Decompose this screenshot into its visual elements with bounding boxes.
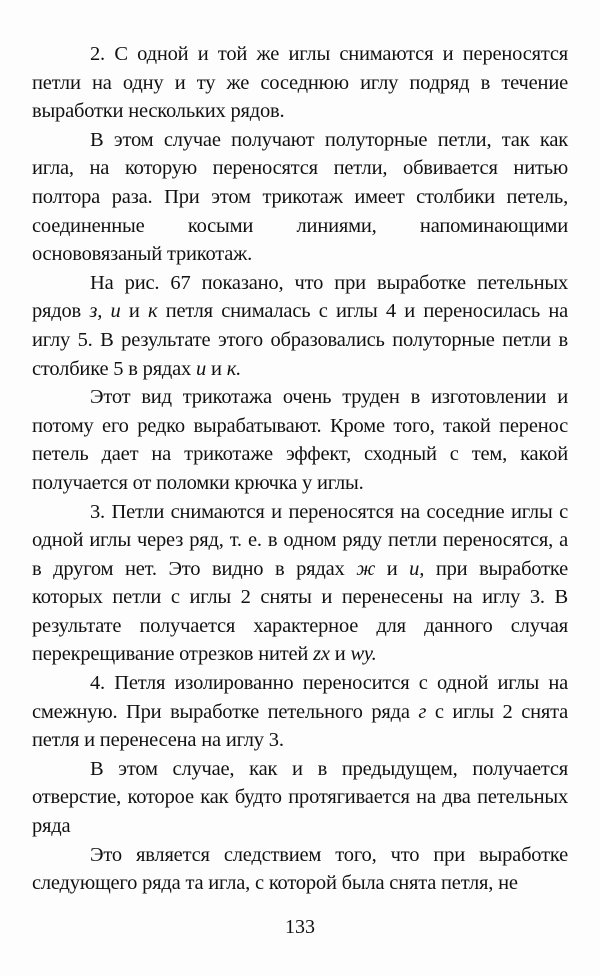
text-run: Этот вид трикотажа очень труден в изготовлении и потому его редко вырабатывают. Кроме того, такой перенос петель дает на трикотаже эффект, сходный с тем, какой получается от поломки крючка у иглы.	[32, 386, 568, 494]
text-run: и	[120, 300, 148, 323]
paragraph	[32, 755, 568, 841]
italic-text-run: г	[418, 700, 427, 723]
italic-text-run: з, и	[89, 300, 121, 323]
paragraph	[32, 40, 568, 126]
text-run: с иглы 2 снята петля и перенесена на иглу 3.	[32, 700, 568, 752]
text-run: петля снималась с иглы 4 и переносилась на иглу 5. В результате этого образовались полуторные петли в столбике 5 в рядах	[32, 300, 568, 380]
text-run: и	[375, 557, 410, 580]
italic-text-run: и,	[409, 557, 425, 580]
text-run: Это является следствием того, что при выработке следующего ряда та игла, с которой была снята петля, не	[32, 843, 568, 895]
paragraph	[32, 498, 568, 670]
paragraph	[32, 383, 568, 497]
text-run: На рис. 67 показано, что при выработке петельных рядов	[32, 271, 568, 323]
text-run: 3. Петли снимаются и переносятся на соседние иглы с одной иглы через ряд, т. е. в одном ряду петли переносятся, а в другом нет. Это видно в рядах	[32, 500, 568, 580]
text-run: В этом случае получают полуторные петли, так как игла, на которую переносятся петли, обвивается нитью полтора раза. При этом трикотаж имеет столбики петель, соединенные косыми линиями, напоминающими основовязаный трикотаж.	[32, 128, 568, 266]
italic-text-run: к	[147, 300, 158, 323]
paragraph	[32, 841, 568, 898]
body-text	[32, 40, 568, 898]
text-run: В этом случае, как и в предыдущем, получается отверстие, которое как будто протягивается на два петельных ряда	[32, 757, 568, 838]
text-run: 2. С одной и той же иглы снимаются и переносятся петли на одну и ту же соседнюю иглу подряд в течение выработки нескольких рядов.	[32, 43, 568, 123]
paragraph	[32, 269, 568, 383]
italic-text-run: к.	[226, 357, 242, 380]
page-number: 133	[285, 916, 315, 938]
text-run: 4. Петля изолированно переносится с одной иглы на смежную. При выработке петельного ряда	[32, 672, 568, 723]
text-run: при выработке которых петли с иглы 2 сняты и перенесены на иглу 3. В результате получается характерное для данного случая перекрещивание отрезков нитей	[32, 557, 568, 666]
italic-text-run: и	[196, 357, 207, 380]
paragraph	[32, 669, 568, 755]
italic-text-run: ж	[356, 557, 376, 580]
italic-text-run: wy.	[350, 643, 377, 666]
text-run: и	[329, 643, 351, 666]
paragraph	[32, 126, 568, 269]
italic-text-run: zx	[313, 643, 330, 666]
text-run: и	[206, 357, 227, 380]
